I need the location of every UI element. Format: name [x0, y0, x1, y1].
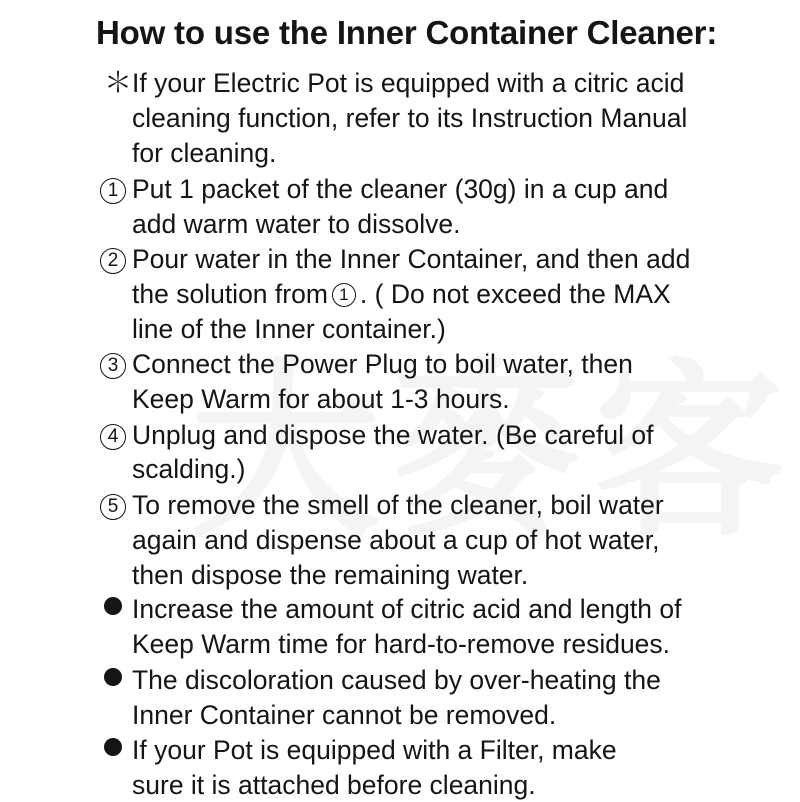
circled-number: 5: [100, 494, 126, 520]
step-5-number: [100, 488, 130, 522]
step-4-line-1: Unplug and dispose the water. (Be careful of: [132, 420, 654, 450]
step-1-line-1: Put 1 packet of the cleaner (30g) in a cup and: [132, 174, 669, 204]
step-5-line-2: again and dispense about a cup of hot water,: [132, 525, 660, 555]
step-4-line-2: scalding.): [132, 454, 246, 484]
page-title: How to use the Inner Container Cleaner:: [96, 14, 718, 51]
step-2-number: [100, 242, 130, 276]
circled-number: 3: [100, 353, 126, 379]
note-line-1: If your Electric Pot is equipped with a citric acid: [132, 68, 685, 98]
step-1-line-2: add warm water to dissolve.: [132, 209, 461, 239]
step-2-line-2-text: the solution from: [132, 279, 328, 309]
note-line-2: cleaning function, refer to its Instruction Manual: [132, 103, 688, 133]
note-asterisk: ＊: [104, 67, 133, 98]
bullet-icon: [104, 663, 122, 697]
step-2-line-1: Pour water in the Inner Container, and then add: [132, 244, 691, 274]
step-4-number: [100, 418, 130, 452]
bullet-1-line-2: Keep Warm time for hard-to-remove residues.: [132, 629, 671, 659]
circled-number: 1: [100, 178, 126, 204]
step-3-line-2: Keep Warm for about 1-3 hours.: [132, 384, 510, 414]
step-2-line-2: [132, 277, 671, 311]
bullet-icon: [104, 733, 122, 767]
bullet-3-line-2: sure it is attached before cleaning.: [132, 770, 536, 800]
note-line-3: for cleaning.: [132, 138, 277, 168]
step-2-line-2-suffix: . ( Do not exceed the MAX: [359, 279, 671, 309]
bullet-icon: [104, 592, 122, 626]
step-3-number: [100, 347, 130, 381]
bullet-1-line-1: Increase the amount of citric acid and length of: [132, 594, 682, 624]
bullet-2-line-1: The discoloration caused by over-heating the: [132, 665, 661, 695]
bullet-2-line-2: Inner Container cannot be removed.: [132, 700, 557, 730]
step-5-line-3: then dispose the remaining water.: [132, 560, 529, 590]
step-reference-number: 1: [332, 283, 356, 307]
step-2-line-3: line of the Inner container.): [132, 314, 446, 344]
step-3-line-1: Connect the Power Plug to boil water, then: [132, 349, 633, 379]
circled-number: 2: [100, 248, 126, 274]
step-1-number: [100, 172, 130, 206]
circled-number: 4: [100, 424, 126, 450]
step-5-line-1: To remove the smell of the cleaner, boil water: [132, 490, 664, 520]
bullet-3-line-1: If your Pot is equipped with a Filter, make: [132, 735, 617, 765]
